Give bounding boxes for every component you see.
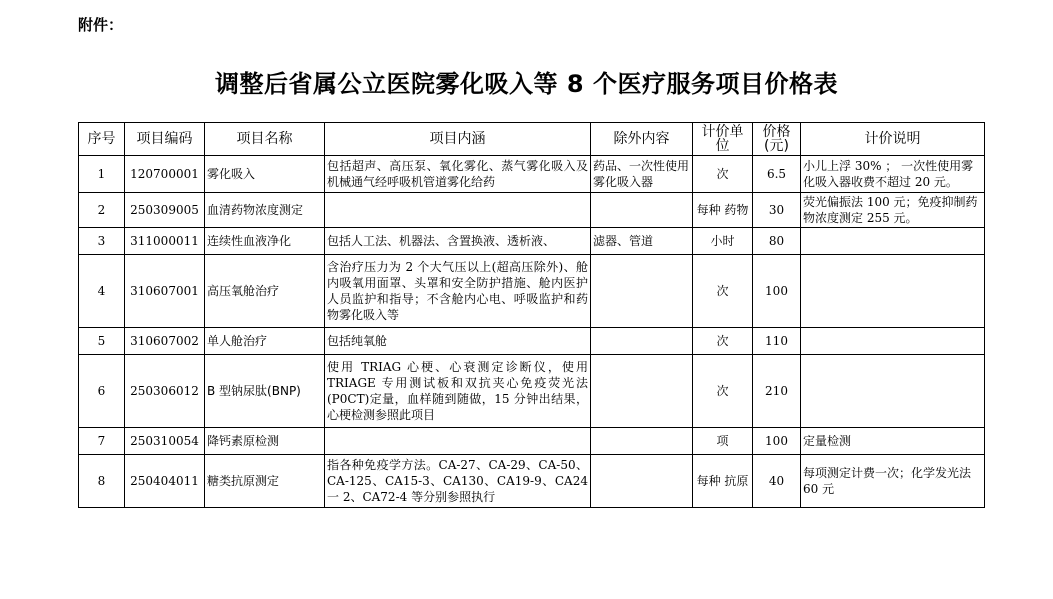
cell-content [325,428,591,455]
cell-note: 定量检测 [801,428,985,455]
cell-seq: 8 [79,455,125,508]
cell-name: 降钙素原检测 [205,428,325,455]
header-name: 项目名称 [205,123,325,156]
cell-excluded [591,428,693,455]
price-table [78,122,985,508]
cell-unit: 次 [693,156,753,193]
cell-content: 指各种免疫学方法。CA-27、CA-29、CA-50、CA-125、CA15-3、CA130、CA19-9、CA24 一 2、CA72-4 等分别参照执行 [325,455,591,508]
table-row [79,193,985,228]
cell-excluded: 滤器、管道 [591,228,693,255]
cell-content [325,193,591,228]
cell-name: 连续性血液净化 [205,228,325,255]
header-unit: 计价单位 [693,123,753,156]
cell-seq: 6 [79,355,125,428]
document-title: 调整后省属公立医院雾化吸入等 8 个医疗服务项目价格表 [215,70,838,98]
cell-note [801,355,985,428]
cell-unit: 次 [693,355,753,428]
table-row [79,455,985,508]
cell-code: 250309005 [125,193,205,228]
cell-price: 40 [753,455,801,508]
table-header-row [79,123,985,156]
cell-excluded [591,455,693,508]
header-seq: 序号 [79,123,125,156]
cell-code: 250306012 [125,355,205,428]
cell-seq: 7 [79,428,125,455]
table-row [79,255,985,328]
cell-content: 包括超声、高压泵、氧化雾化、蒸气雾化吸入及机械通气经呼吸机管道雾化给药 [325,156,591,193]
cell-seq: 3 [79,228,125,255]
cell-content: 含治疗压力为 2 个大气压以上(超高压除外)、舱内吸氧用面罩、头罩和安全防护措施、舱内医护人员监护和指导；不含舱内心电、呼吸监护和药物雾化吸入等 [325,255,591,328]
cell-price: 6.5 [753,156,801,193]
cell-content: 包括纯氧舱 [325,328,591,355]
cell-content: 包括人工法、机器法、含置换液、透析液、 [325,228,591,255]
table-row [79,328,985,355]
cell-note [801,328,985,355]
cell-code: 311000011 [125,228,205,255]
cell-price: 100 [753,428,801,455]
cell-name: 糖类抗原测定 [205,455,325,508]
cell-seq: 2 [79,193,125,228]
cell-seq: 4 [79,255,125,328]
cell-excluded [591,255,693,328]
cell-content: 使用 TRIAG 心梗、心衰测定诊断仪，使用 TRIAGE 专用测试板和双抗夹心免疫荧光法(P0CT)定量，血样随到随做，15 分钟出结果，心梗检测参照此项目 [325,355,591,428]
cell-name: 高压氧舱治疗 [205,255,325,328]
cell-code: 250310054 [125,428,205,455]
cell-note [801,228,985,255]
cell-code: 310607001 [125,255,205,328]
header-content: 项目内涵 [325,123,591,156]
cell-price: 100 [753,255,801,328]
cell-note [801,255,985,328]
cell-price: 110 [753,328,801,355]
table-row [79,156,985,193]
cell-unit: 每种 抗原 [693,455,753,508]
cell-excluded [591,193,693,228]
header-note: 计价说明 [801,123,985,156]
cell-name: 单人舱治疗 [205,328,325,355]
cell-excluded [591,328,693,355]
cell-name: B 型钠尿肽(BNP) [205,355,325,428]
cell-name: 血清药物浓度测定 [205,193,325,228]
table-row [79,428,985,455]
cell-unit: 项 [693,428,753,455]
cell-note: 每项测定计费一次；化学发光法 60 元 [801,455,985,508]
header-price: 价格(元) [753,123,801,156]
cell-code: 120700001 [125,156,205,193]
cell-code: 250404011 [125,455,205,508]
cell-excluded: 药品、一次性使用雾化吸入器 [591,156,693,193]
cell-price: 80 [753,228,801,255]
attachment-label: 附件： [78,16,124,34]
cell-excluded [591,355,693,428]
cell-name: 雾化吸入 [205,156,325,193]
cell-seq: 1 [79,156,125,193]
cell-seq: 5 [79,328,125,355]
table-row [79,228,985,255]
cell-unit: 小时 [693,228,753,255]
cell-price: 30 [753,193,801,228]
header-excluded: 除外内容 [591,123,693,156]
cell-unit: 次 [693,328,753,355]
cell-unit: 次 [693,255,753,328]
cell-price: 210 [753,355,801,428]
cell-note: 小儿上浮 30% ； 一次性使用雾化吸入器收费不超过 20 元。 [801,156,985,193]
cell-code: 310607002 [125,328,205,355]
cell-note: 荧光偏振法 100 元；免疫抑制药物浓度测定 255 元。 [801,193,985,228]
table-row [79,355,985,428]
cell-unit: 每种 药物 [693,193,753,228]
header-code: 项目编码 [125,123,205,156]
